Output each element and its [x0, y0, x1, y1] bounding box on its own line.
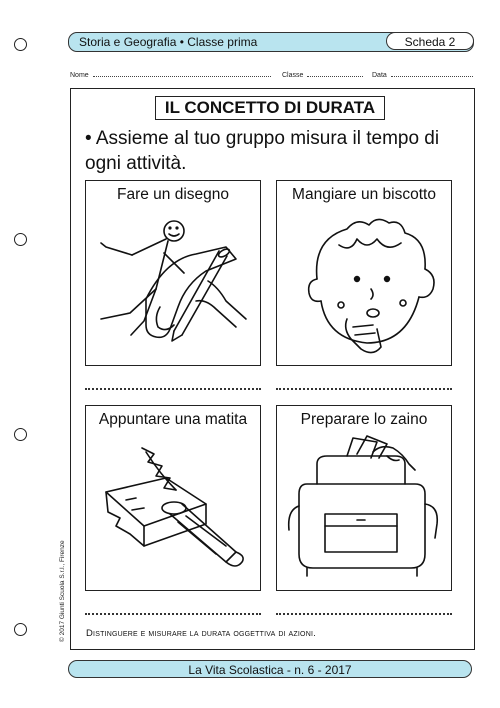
instruction-text: • Assieme al tuo gruppo misura il tempo di ogni attività.	[85, 128, 440, 174]
backpack-icon	[277, 434, 451, 586]
name-label: Nome	[70, 72, 89, 79]
activity-panel	[276, 180, 452, 366]
binder-hole	[14, 428, 27, 441]
header-bar	[68, 32, 474, 52]
activity-panel	[85, 180, 261, 366]
learning-objective: Distinguere e misurare la durata oggettiva di azioni.	[86, 628, 316, 639]
activity-label: Appuntare una matita	[98, 411, 248, 428]
copyright-notice: © 2017 Giunti Scuola S.r.l., Firenze	[59, 540, 66, 642]
binder-hole	[14, 233, 27, 246]
time-answer-line[interactable]	[276, 603, 452, 615]
sheet-badge: Scheda 2	[386, 32, 474, 50]
footer-bar: La Vita Scolastica - n. 6 - 2017	[68, 660, 472, 678]
header-subject: Storia e Geografia • Classe prima	[79, 35, 258, 49]
child-eating-icon	[277, 209, 451, 361]
activity-label: Mangiare un biscotto	[292, 186, 436, 203]
time-answer-line[interactable]	[85, 603, 261, 615]
activity-label: Preparare lo zaino	[300, 411, 428, 428]
date-label: Data	[372, 72, 387, 79]
binder-hole	[14, 38, 27, 51]
class-label: Classe	[282, 72, 304, 79]
time-answer-line[interactable]	[85, 378, 261, 390]
pencil-sharpener-icon	[86, 434, 260, 586]
activity-panel	[276, 405, 452, 591]
page-title: IL CONCETTO DI DURATA	[155, 96, 385, 120]
date-field[interactable]	[372, 68, 473, 82]
name-field[interactable]	[70, 68, 271, 82]
activity-label: Fare un disegno	[116, 186, 230, 203]
binder-hole	[14, 623, 27, 636]
activity-panel	[85, 405, 261, 591]
student-fields	[70, 68, 475, 80]
drawing-stick-figure-icon	[86, 209, 260, 361]
class-field[interactable]	[282, 68, 363, 82]
time-answer-line[interactable]	[276, 378, 452, 390]
